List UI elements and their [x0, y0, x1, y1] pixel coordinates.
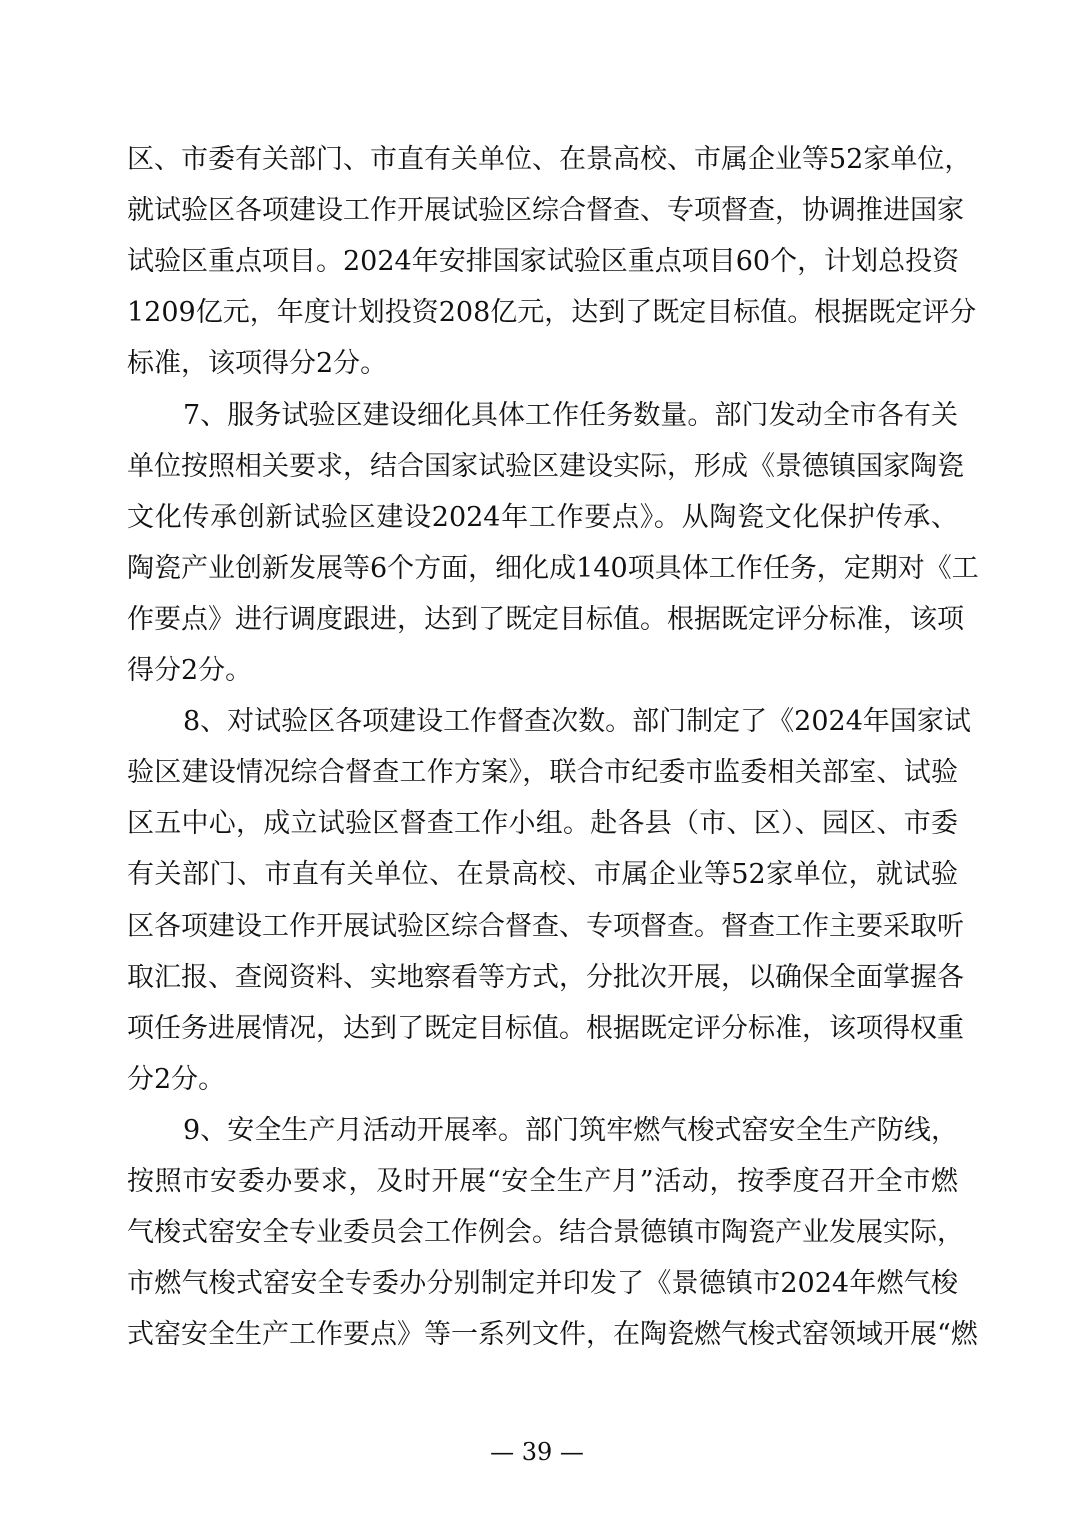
text-line: 区各项建设工作开展试验区综合督查、专项督查。督查工作主要采取听	[127, 910, 964, 942]
text-line: 取汇报、查阅资料、实地察看等方式，分批次开展，以确保全面掌握各	[127, 961, 964, 993]
text-line: 项任务进展情况，达到了既定目标值。根据既定评分标准，该项得权重	[127, 1012, 964, 1044]
text-line: 气梭式窑安全专业委员会工作例会。结合景德镇市陶瓷产业发展实际，	[127, 1217, 964, 1249]
text-line: 式窑安全生产工作要点》等一系列文件，在陶瓷燃气梭式窑领域开展“燃	[127, 1319, 978, 1351]
page-number: — 39 —	[490, 1438, 584, 1466]
text-line: 市燃气梭式窑安全专委办分别制定并印发了《景德镇市2024年燃气梭	[127, 1268, 958, 1300]
text-line: 7、服务试验区建设细化具体工作任务数量。部门发动全市各有关	[183, 399, 958, 431]
text-line: 分2分。	[127, 1063, 226, 1095]
text-line: 试验区重点项目。2024年安排国家试验区重点项目60个，计划总投资	[127, 246, 960, 278]
text-line: 单位按照相关要求，结合国家试验区建设实际，形成《景德镇国家陶瓷	[127, 450, 964, 482]
text-line: 8、对试验区各项建设工作督查次数。部门制定了《2024年国家试	[183, 706, 971, 738]
text-line: 区、市委有关部门、市直有关单位、在景高校、市属企业等52家单位，	[127, 144, 972, 175]
text-line: 有关部门、市直有关单位、在景高校、市属企业等52家单位，就试验	[127, 859, 958, 891]
text-line: 1209亿元，年度计划投资208亿元，达到了既定目标值。根据既定评分	[127, 297, 977, 329]
text-line: 陶瓷产业创新发展等6个方面，细化成140项具体工作任务，定期对《工	[127, 552, 979, 584]
text-line: 9、安全生产月活动开展率。部门筑牢燃气梭式窑安全生产防线，	[183, 1114, 958, 1146]
text-line: 区五中心，成立试验区督查工作小组。赴各县（市、区）、园区、市委	[127, 808, 958, 840]
text-line: 标准，该项得分2分。	[127, 348, 388, 380]
text-line: 验区建设情况综合督查工作方案》，联合市纪委市监委相关部室、试验	[127, 757, 958, 789]
text-line: 作要点》进行调度跟进，达到了既定目标值。根据既定评分标准，该项	[127, 603, 964, 635]
text-line: 文化传承创新试验区建设2024年工作要点》。从陶瓷文化保护传承、	[127, 501, 958, 533]
text-line: 就试验区各项建设工作开展试验区综合督查、专项督查，协调推进国家	[127, 195, 964, 227]
text-line: 得分2分。	[127, 655, 253, 686]
text-line: 按照市安委办要求，及时开展“安全生产月”活动，按季度召开全市燃	[127, 1166, 958, 1197]
